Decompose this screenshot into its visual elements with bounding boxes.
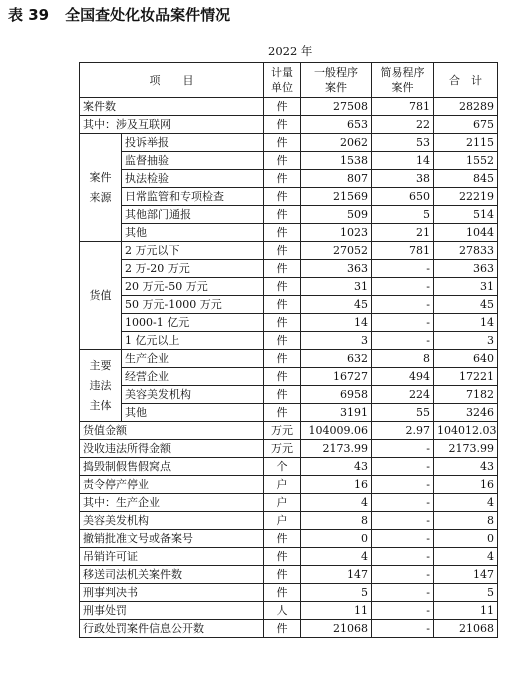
row-label: 其中：涉及互联网: [80, 116, 264, 134]
row-label: 执法检验: [122, 170, 264, 188]
cosmetics-case-table: [79, 62, 498, 638]
row-simple: -: [372, 494, 434, 512]
row-total: 845: [434, 170, 498, 188]
row-general: 4: [301, 548, 372, 566]
row-general: 14: [301, 314, 372, 332]
row-total: 22219: [434, 188, 498, 206]
row-total: 14: [434, 314, 498, 332]
row-simple: 224: [372, 386, 434, 404]
row-total: 2173.99: [434, 440, 498, 458]
row-simple: -: [372, 512, 434, 530]
row-unit: 件: [264, 98, 301, 116]
row-general: 21068: [301, 620, 372, 638]
row-unit: 件: [264, 206, 301, 224]
row-total: 3: [434, 332, 498, 350]
table-row: [80, 476, 498, 494]
row-unit: 件: [264, 134, 301, 152]
row-simple: -: [372, 602, 434, 620]
row-simple: 8: [372, 350, 434, 368]
row-general: 27508: [301, 98, 372, 116]
row-general: 3: [301, 332, 372, 350]
row-total: 7182: [434, 386, 498, 404]
row-total: 16: [434, 476, 498, 494]
header-simple: [372, 63, 434, 98]
row-total: 27833: [434, 242, 498, 260]
row-general: 11: [301, 602, 372, 620]
header-unit-line2: 单位: [271, 81, 293, 94]
row-total: 1044: [434, 224, 498, 242]
table-title: [8, 4, 230, 26]
table-row: [80, 350, 498, 368]
row-label: 生产企业: [122, 350, 264, 368]
row-label: 经营企业: [122, 368, 264, 386]
row-general: 363: [301, 260, 372, 278]
row-simple: -: [372, 584, 434, 602]
row-total: 640: [434, 350, 498, 368]
row-total: 45: [434, 296, 498, 314]
row-general: 653: [301, 116, 372, 134]
table-row: [80, 296, 498, 314]
table-row: [80, 368, 498, 386]
row-unit: 件: [264, 530, 301, 548]
row-unit: 件: [264, 368, 301, 386]
row-simple: -: [372, 296, 434, 314]
row-unit: 件: [264, 404, 301, 422]
row-simple: 53: [372, 134, 434, 152]
row-total: 0: [434, 530, 498, 548]
row-unit: 万元: [264, 440, 301, 458]
table-row: [80, 116, 498, 134]
header-row: [80, 63, 498, 98]
row-simple: 14: [372, 152, 434, 170]
row-label: 20 万元-50 万元: [122, 278, 264, 296]
table-row: [80, 494, 498, 512]
row-total: 8: [434, 512, 498, 530]
table-row: [80, 530, 498, 548]
row-simple: -: [372, 530, 434, 548]
table-row: [80, 242, 498, 260]
row-general: 45: [301, 296, 372, 314]
row-unit: 件: [264, 332, 301, 350]
row-unit: 件: [264, 566, 301, 584]
header-general: [301, 63, 372, 98]
table-row: [80, 602, 498, 620]
header-general-line2: 案件: [325, 81, 347, 94]
row-total: 11: [434, 602, 498, 620]
row-unit: 件: [264, 170, 301, 188]
row-total: 3246: [434, 404, 498, 422]
row-label: 其他: [122, 404, 264, 422]
row-general: 104009.06: [301, 422, 372, 440]
row-general: 632: [301, 350, 372, 368]
row-label: 其他: [122, 224, 264, 242]
row-general: 807: [301, 170, 372, 188]
header-item: 项 目: [80, 63, 264, 98]
row-general: 43: [301, 458, 372, 476]
row-simple: 22: [372, 116, 434, 134]
header-total: 合 计: [434, 63, 498, 98]
row-simple: -: [372, 332, 434, 350]
row-label: 货值金额: [80, 422, 264, 440]
row-total: 675: [434, 116, 498, 134]
row-label: 日常监管和专项检查: [122, 188, 264, 206]
row-total: 43: [434, 458, 498, 476]
row-general: 31: [301, 278, 372, 296]
row-label: 1 亿元以上: [122, 332, 264, 350]
group-subject-line3: 主体: [89, 398, 112, 412]
row-general: 2062: [301, 134, 372, 152]
table-row: [80, 458, 498, 476]
row-simple: 2.97: [372, 422, 434, 440]
row-unit: 件: [264, 260, 301, 278]
group-subject: [80, 350, 122, 422]
group-subject-line2: 违法: [89, 378, 112, 392]
row-label: 刑事判决书: [80, 584, 264, 602]
row-simple: 5: [372, 206, 434, 224]
row-general: 3191: [301, 404, 372, 422]
row-unit: 户: [264, 476, 301, 494]
header-simple-line2: 案件: [391, 81, 414, 94]
header-general-line1: 一般程序: [314, 66, 358, 79]
row-unit: 件: [264, 314, 301, 332]
row-unit: 户: [264, 494, 301, 512]
row-total: 147: [434, 566, 498, 584]
table-row: [80, 548, 498, 566]
table-row: [80, 620, 498, 638]
row-unit: 件: [264, 350, 301, 368]
row-simple: -: [372, 314, 434, 332]
row-total: 1552: [434, 152, 498, 170]
row-label: 其中：生产企业: [80, 494, 264, 512]
row-total: 21068: [434, 620, 498, 638]
row-label: 2 万元以下: [122, 242, 264, 260]
row-simple: 38: [372, 170, 434, 188]
row-total: 363: [434, 260, 498, 278]
row-label: 没收违法所得金额: [80, 440, 264, 458]
group-source-line1: 案件: [89, 170, 112, 184]
table-row: [80, 188, 498, 206]
row-simple: 650: [372, 188, 434, 206]
row-general: 6958: [301, 386, 372, 404]
table-row: [80, 332, 498, 350]
row-general: 0: [301, 530, 372, 548]
row-simple: -: [372, 260, 434, 278]
row-unit: 件: [264, 224, 301, 242]
row-total: 28289: [434, 98, 498, 116]
row-label: 案件数: [80, 98, 264, 116]
row-unit: 件: [264, 620, 301, 638]
row-simple: -: [372, 278, 434, 296]
row-unit: 件: [264, 386, 301, 404]
row-general: 5: [301, 584, 372, 602]
header-unit-line1: 计量: [271, 66, 293, 79]
row-unit: 件: [264, 188, 301, 206]
row-general: 1538: [301, 152, 372, 170]
row-general: 16727: [301, 368, 372, 386]
row-general: 16: [301, 476, 372, 494]
group-subject-line1: 主要: [89, 358, 112, 372]
row-total: 104012.03: [434, 422, 498, 440]
row-label: 监督抽验: [122, 152, 264, 170]
row-total: 31: [434, 278, 498, 296]
row-unit: 件: [264, 584, 301, 602]
row-unit: 个: [264, 458, 301, 476]
year-label: 2022 年: [268, 44, 313, 58]
row-label: 其他部门通报: [122, 206, 264, 224]
table-row: [80, 260, 498, 278]
row-total: 2115: [434, 134, 498, 152]
table-row: [80, 386, 498, 404]
group-goods: 货值: [80, 242, 122, 350]
row-label: 责令停产停业: [80, 476, 264, 494]
row-general: 1023: [301, 224, 372, 242]
row-label: 吊销许可证: [80, 548, 264, 566]
table-row: [80, 422, 498, 440]
row-unit: 件: [264, 296, 301, 314]
row-simple: 21: [372, 224, 434, 242]
row-label: 捣毁制假售假窝点: [80, 458, 264, 476]
row-general: 27052: [301, 242, 372, 260]
row-unit: 万元: [264, 422, 301, 440]
table-row: [80, 170, 498, 188]
row-simple: -: [372, 548, 434, 566]
row-unit: 件: [264, 242, 301, 260]
row-label: 撤销批准文号或备案号: [80, 530, 264, 548]
row-total: 4: [434, 494, 498, 512]
header-simple-line1: 简易程序: [380, 66, 425, 79]
table-row: [80, 134, 498, 152]
row-total: 514: [434, 206, 498, 224]
table-row: [80, 440, 498, 458]
row-total: 4: [434, 548, 498, 566]
row-unit: 户: [264, 512, 301, 530]
row-label: 1000-1 亿元: [122, 314, 264, 332]
row-simple: -: [372, 440, 434, 458]
table-row: [80, 584, 498, 602]
group-source-line2: 来源: [89, 190, 112, 204]
row-general: 147: [301, 566, 372, 584]
row-simple: 55: [372, 404, 434, 422]
row-simple: -: [372, 620, 434, 638]
row-unit: 件: [264, 116, 301, 134]
row-simple: 494: [372, 368, 434, 386]
row-general: 509: [301, 206, 372, 224]
row-simple: -: [372, 566, 434, 584]
table-row: [80, 152, 498, 170]
row-simple: -: [372, 476, 434, 494]
table-row: [80, 224, 498, 242]
table-title-text: 全国查处化妆品案件情况: [65, 6, 231, 24]
row-label: 刑事处罚: [80, 602, 264, 620]
header-unit: [264, 63, 301, 98]
row-general: 21569: [301, 188, 372, 206]
row-label: 美容美发机构: [80, 512, 264, 530]
row-unit: 件: [264, 278, 301, 296]
row-general: 2173.99: [301, 440, 372, 458]
row-label: 移送司法机关案件数: [80, 566, 264, 584]
row-total: 17221: [434, 368, 498, 386]
table-row: [80, 98, 498, 116]
group-source: [80, 134, 122, 242]
table-row: [80, 512, 498, 530]
row-label: 50 万元-1000 万元: [122, 296, 264, 314]
table-row: [80, 314, 498, 332]
table-row: [80, 206, 498, 224]
row-general: 4: [301, 494, 372, 512]
row-label: 投诉举报: [122, 134, 264, 152]
table-row: [80, 404, 498, 422]
table-row: [80, 566, 498, 584]
row-unit: 人: [264, 602, 301, 620]
row-simple: -: [372, 458, 434, 476]
table-row: [80, 278, 498, 296]
row-label: 美容美发机构: [122, 386, 264, 404]
row-simple: 781: [372, 98, 434, 116]
row-total: 5: [434, 584, 498, 602]
row-simple: 781: [372, 242, 434, 260]
row-general: 8: [301, 512, 372, 530]
table-number: 表 39: [8, 6, 50, 24]
row-label: 2 万-20 万元: [122, 260, 264, 278]
row-unit: 件: [264, 152, 301, 170]
row-unit: 件: [264, 548, 301, 566]
row-label: 行政处罚案件信息公开数: [80, 620, 264, 638]
